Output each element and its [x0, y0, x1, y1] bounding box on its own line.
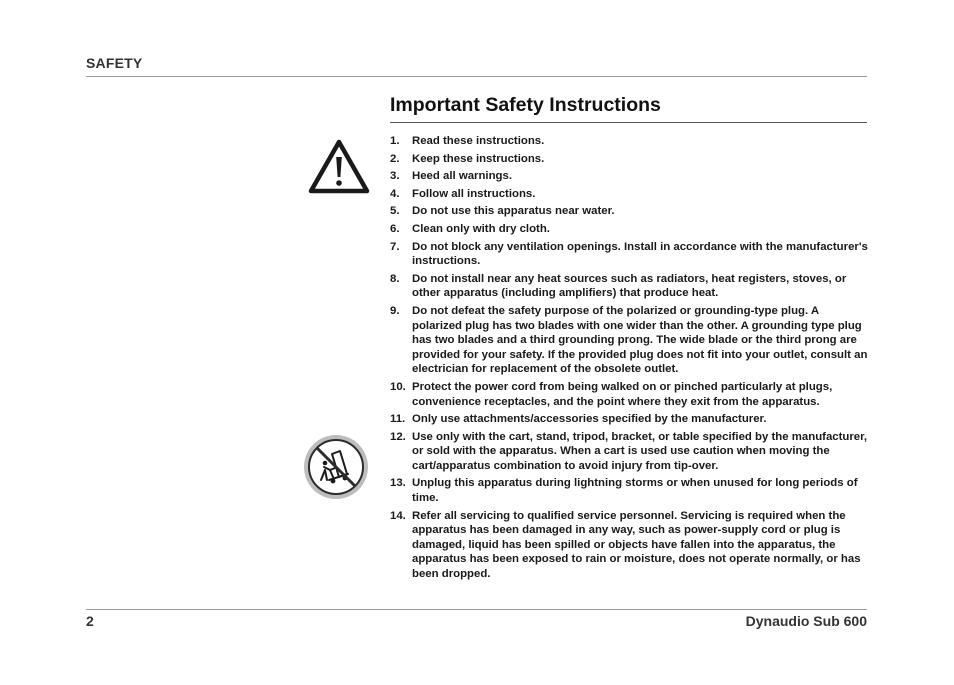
item-number: 1.	[390, 135, 400, 147]
item-text: Unplug this apparatus during lightning storms or when unused for long periods of time.	[412, 477, 858, 505]
item-text: Use only with the cart, stand, tripod, bracket, or table specified by the manufacturer, or sold with the apparatus. When a cart is used use caution when moving the cart/apparatus combination to avoid injury from tip-over.	[412, 430, 868, 472]
list-item	[390, 509, 868, 582]
no-cart-tipover-icon	[303, 434, 369, 500]
item-text: Follow all instructions.	[412, 187, 536, 200]
safety-instructions-list	[390, 134, 868, 585]
item-number: 8.	[390, 272, 400, 285]
item-text: Do not defeat the safety purpose of the polarized or grounding-type plug. A polarized plug has two blades with one wider than the other. A grounding type plug has two blades and a third grounding prong. The wide blade or the third prong are provided for your safety. If the provided plug does not fit into your outlet, consult an electrician for replacement of the obsolete outlet.	[412, 304, 868, 376]
item-number: 7.	[390, 240, 400, 253]
section-label: SAFETY	[86, 55, 143, 71]
item-text: Refer all servicing to qualified service personnel. Servicing is required when the apparatus has been damaged in any way, such as power-supply cord or plug is damaged, liquid has been spilled or objects have fallen into the apparatus, the apparatus has been exposed to rain or moisture, does not operate normally, or has been dropped.	[412, 509, 861, 581]
warning-triangle-icon	[308, 139, 370, 195]
page-title: Important Safety Instructions	[390, 94, 661, 116]
list-item	[390, 187, 868, 202]
footer-divider	[86, 609, 867, 610]
list-item	[390, 430, 868, 474]
list-item	[390, 412, 868, 427]
item-number: 11.	[390, 413, 406, 426]
item-number: 6.	[390, 222, 400, 235]
item-number: 10.	[390, 380, 406, 393]
list-item	[390, 272, 868, 301]
list-item	[390, 134, 868, 149]
item-text: Do not install near any heat sources such as radiators, heat registers, stoves, or other apparatus (including amplifiers) that produce heat.	[412, 272, 847, 300]
item-number: 9.	[390, 304, 400, 317]
list-item	[390, 152, 868, 167]
item-text: Heed all warnings.	[412, 170, 513, 183]
item-text: Protect the power cord from being walked on or pinched particularly at plugs, convenience receptacles, and the point where they exit from the apparatus.	[412, 380, 833, 408]
item-text: Keep these instructions.	[412, 152, 545, 165]
title-underline	[390, 122, 867, 123]
list-item	[390, 204, 868, 219]
footer-product-name: Dynaudio Sub 600	[745, 613, 867, 629]
item-text: Do not use this apparatus near water.	[412, 205, 615, 218]
list-item	[390, 240, 868, 269]
list-item	[390, 304, 868, 377]
list-item	[390, 222, 868, 237]
page-number: 2	[86, 613, 94, 629]
item-number: 14.	[390, 509, 406, 522]
item-number: 3.	[390, 170, 400, 183]
item-number: 2.	[390, 152, 400, 165]
item-number: 5.	[390, 205, 400, 218]
item-number: 12.	[390, 430, 406, 443]
list-item	[390, 169, 868, 184]
item-number: 4.	[390, 187, 400, 200]
header-divider	[86, 76, 867, 77]
list-item	[390, 380, 868, 409]
item-text: Read these instructions.	[412, 135, 545, 147]
list-item	[390, 476, 868, 505]
item-text: Only use attachments/accessories specified by the manufacturer.	[412, 413, 767, 426]
item-text: Clean only with dry cloth.	[412, 222, 550, 235]
item-text: Do not block any ventilation openings. Install in accordance with the manufacturer's instructions.	[412, 240, 868, 268]
item-number: 13.	[390, 477, 406, 490]
